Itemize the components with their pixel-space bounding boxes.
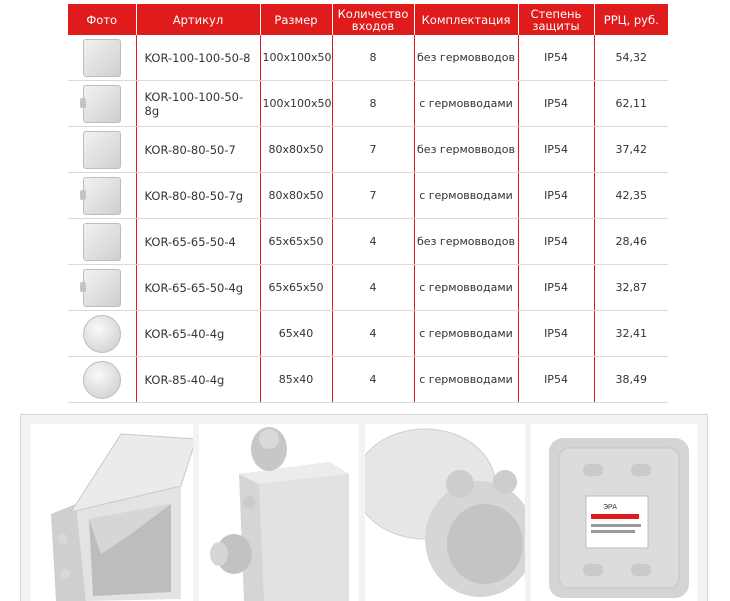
label-text: ЭРА xyxy=(603,504,617,511)
price-cell: 62,11 xyxy=(594,81,668,127)
header-inputs: Количество входов xyxy=(332,4,414,35)
ip-cell: IP54 xyxy=(518,127,594,173)
box-with-glands-icon xyxy=(199,424,359,601)
price-cell: 54,32 xyxy=(594,35,668,81)
header-sku: Артикул xyxy=(136,4,260,35)
photo-cell xyxy=(68,219,136,265)
box-with-label-icon xyxy=(531,424,697,601)
size-cell: 85x40 xyxy=(260,357,332,403)
photo-cell xyxy=(68,127,136,173)
inputs-cell: 8 xyxy=(332,81,414,127)
size-cell: 80x80x50 xyxy=(260,127,332,173)
square-box-icon xyxy=(83,39,121,77)
photo-cell xyxy=(68,173,136,219)
price-cell: 42,35 xyxy=(594,173,668,219)
round-box-photo xyxy=(365,424,525,601)
size-cell: 100x100x50 xyxy=(260,81,332,127)
kit-cell: с гермовводами xyxy=(414,173,518,219)
size-cell: 100x100x50 xyxy=(260,35,332,81)
product-table xyxy=(68,4,668,403)
kit-cell: без гермовводов xyxy=(414,219,518,265)
photo-cell xyxy=(68,265,136,311)
sku-cell: KOR-65-65-50-4 xyxy=(136,219,260,265)
photo-cell xyxy=(68,81,136,127)
header-size: Размер xyxy=(260,4,332,35)
ip-cell: IP54 xyxy=(518,265,594,311)
table-row xyxy=(68,265,668,311)
inputs-cell: 4 xyxy=(332,219,414,265)
inputs-cell: 7 xyxy=(332,127,414,173)
inputs-cell: 7 xyxy=(332,173,414,219)
photo-cell xyxy=(68,311,136,357)
inputs-cell: 4 xyxy=(332,357,414,403)
square-box-glands-icon xyxy=(83,177,121,215)
table-row xyxy=(68,127,668,173)
price-cell: 28,46 xyxy=(594,219,668,265)
kit-cell: без гермовводов xyxy=(414,35,518,81)
table-row xyxy=(68,35,668,81)
table-header-row xyxy=(68,4,668,35)
labeled-box-photo xyxy=(531,424,697,601)
square-box-glands-icon xyxy=(83,85,121,123)
open-box-photo xyxy=(31,424,193,601)
ip-cell: IP54 xyxy=(518,219,594,265)
kit-cell: с гермовводами xyxy=(414,357,518,403)
sku-cell: KOR-80-80-50-7g xyxy=(136,173,260,219)
sku-cell: KOR-65-40-4g xyxy=(136,311,260,357)
sku-cell: KOR-100-100-50-8 xyxy=(136,35,260,81)
sku-cell: KOR-100-100-50-8g xyxy=(136,81,260,127)
table-row xyxy=(68,173,668,219)
inputs-cell: 8 xyxy=(332,35,414,81)
kit-cell: с гермовводами xyxy=(414,311,518,357)
size-cell: 65x65x50 xyxy=(260,265,332,311)
round-box-icon xyxy=(83,361,121,399)
round-box-lid-icon xyxy=(365,424,525,601)
sku-cell: KOR-65-65-50-4g xyxy=(136,265,260,311)
table-row xyxy=(68,81,668,127)
square-box-icon xyxy=(83,223,121,261)
price-cell: 32,87 xyxy=(594,265,668,311)
size-cell: 65x40 xyxy=(260,311,332,357)
product-table-wrapper xyxy=(68,4,668,403)
ip-cell: IP54 xyxy=(518,35,594,81)
price-cell: 38,49 xyxy=(594,357,668,403)
ip-cell: IP54 xyxy=(518,357,594,403)
price-cell: 37,42 xyxy=(594,127,668,173)
table-row xyxy=(68,311,668,357)
round-box-icon xyxy=(83,315,121,353)
square-box-glands-icon xyxy=(83,269,121,307)
kit-cell: с гермовводами xyxy=(414,81,518,127)
size-cell: 65x65x50 xyxy=(260,219,332,265)
ip-cell: IP54 xyxy=(518,311,594,357)
open-box-with-lid-icon xyxy=(31,424,193,601)
price-cell: 32,41 xyxy=(594,311,668,357)
inputs-cell: 4 xyxy=(332,311,414,357)
header-price: РРЦ, руб. xyxy=(594,4,668,35)
photo-gallery xyxy=(20,414,708,601)
photo-cell xyxy=(68,35,136,81)
sku-cell: KOR-80-80-50-7 xyxy=(136,127,260,173)
header-protection: Степень защиты xyxy=(518,4,594,35)
header-photo: Фото xyxy=(68,4,136,35)
table-row xyxy=(68,357,668,403)
header-kit: Комплектация xyxy=(414,4,518,35)
box-glands-photo xyxy=(199,424,359,601)
sku-cell: KOR-85-40-4g xyxy=(136,357,260,403)
photo-cell xyxy=(68,357,136,403)
size-cell: 80x80x50 xyxy=(260,173,332,219)
kit-cell: с гермовводами xyxy=(414,265,518,311)
kit-cell: без гермовводов xyxy=(414,127,518,173)
ip-cell: IP54 xyxy=(518,173,594,219)
square-box-icon xyxy=(83,131,121,169)
ip-cell: IP54 xyxy=(518,81,594,127)
table-row xyxy=(68,219,668,265)
inputs-cell: 4 xyxy=(332,265,414,311)
